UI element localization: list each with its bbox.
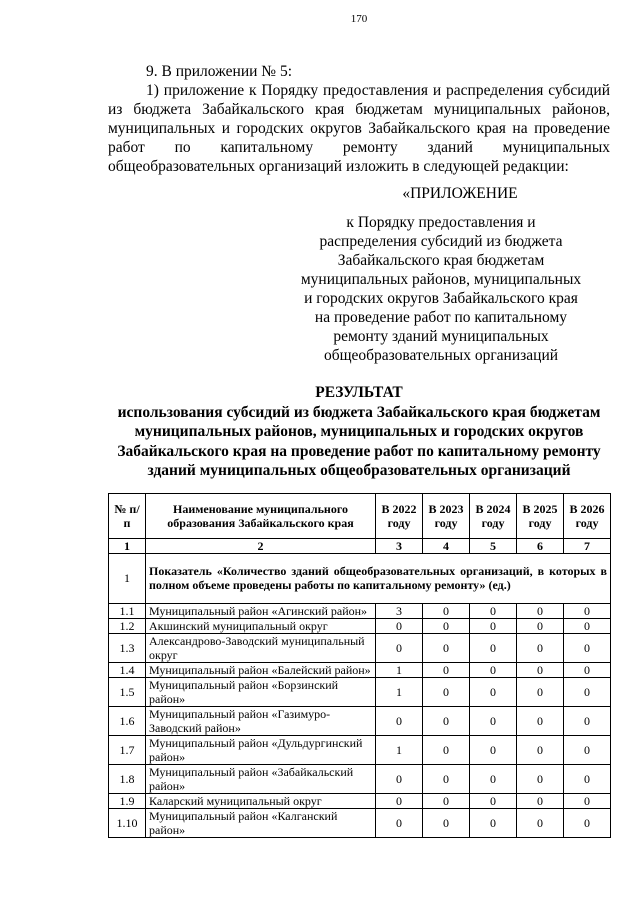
year-value: 0 — [376, 618, 423, 633]
year-value: 0 — [423, 735, 470, 764]
column-number: 4 — [423, 538, 470, 553]
table-row — [109, 735, 611, 764]
year-value: 0 — [423, 706, 470, 735]
year-value: 0 — [564, 764, 611, 793]
table-row — [109, 603, 611, 618]
table-row — [109, 618, 611, 633]
year-value: 0 — [517, 808, 564, 837]
municipality-name: Александрово-Заводский муниципальный округ — [146, 633, 376, 662]
municipality-name: Муниципальный район «Газимуро-Заводский район» — [146, 706, 376, 735]
year-value: 0 — [564, 808, 611, 837]
row-number: 1.8 — [109, 764, 146, 793]
column-header: № п/п — [109, 493, 146, 538]
table-row — [109, 793, 611, 808]
municipality-name: Муниципальный район «Забайкальский район» — [146, 764, 376, 793]
year-value: 1 — [376, 735, 423, 764]
year-value: 0 — [376, 633, 423, 662]
column-header: В 2025 году — [517, 493, 564, 538]
table-row — [109, 764, 611, 793]
row-number: 1.10 — [109, 808, 146, 837]
results-table — [108, 493, 611, 838]
year-value: 0 — [517, 677, 564, 706]
municipality-name: Каларский муниципальный округ — [146, 793, 376, 808]
column-header: В 2024 году — [470, 493, 517, 538]
column-number-row — [109, 538, 611, 553]
column-number: 3 — [376, 538, 423, 553]
year-value: 0 — [517, 735, 564, 764]
year-value: 0 — [564, 735, 611, 764]
row-number: 1.7 — [109, 735, 146, 764]
row-number: 1.2 — [109, 618, 146, 633]
municipality-name: Муниципальный район «Борзинский район» — [146, 677, 376, 706]
year-value: 0 — [423, 764, 470, 793]
column-header: Наименование муниципального образования Забайкальского края — [146, 493, 376, 538]
year-value: 0 — [517, 662, 564, 677]
intro-paragraph: 1) приложение к Порядку предоставления и распределения субсидий из бюджета Забайкальского края бюджетам муниципальных районов, муниципальных и городских округов Забайкальского края на проведение работ по капитальному ремонту зданий муниципальных общеобразовательных организаций изложить в следующей редакции: — [108, 82, 610, 175]
year-value: 1 — [376, 677, 423, 706]
year-value: 0 — [470, 603, 517, 618]
appendix-body: к Порядку предоставления и распределения субсидий из бюджета Забайкальского края бюджетам муниципальных районов, муниципальных и городских округов Забайкальского края на проведение работ по капитальному ремонту зданий муниципальных общеобразовательных организаций — [300, 214, 582, 364]
year-value: 0 — [423, 677, 470, 706]
year-value: 0 — [470, 764, 517, 793]
year-value: 0 — [470, 618, 517, 633]
column-header: В 2026 году — [564, 493, 611, 538]
municipality-name: Акшинский муниципальный округ — [146, 618, 376, 633]
section-heading: 9. В приложении № 5: — [146, 63, 293, 80]
year-value: 3 — [376, 603, 423, 618]
result-title-block — [108, 383, 610, 481]
year-value: 0 — [470, 735, 517, 764]
year-value: 0 — [470, 633, 517, 662]
year-value: 0 — [564, 662, 611, 677]
table-row — [109, 677, 611, 706]
year-value: 0 — [517, 793, 564, 808]
column-number: 1 — [109, 538, 146, 553]
result-subtitle: использования субсидий из бюджета Забайкальского края бюджетам муниципальных районов, муниципальных и городских округов Забайкальского края на проведение работ по капитальному ремонту зданий муниципальных общеобразовательных организаций — [117, 403, 601, 479]
year-value: 0 — [376, 808, 423, 837]
year-value: 0 — [423, 603, 470, 618]
column-number: 2 — [146, 538, 376, 553]
municipality-name: Муниципальный район «Балейский район» — [146, 662, 376, 677]
year-value: 0 — [564, 677, 611, 706]
year-value: 0 — [376, 706, 423, 735]
year-value: 0 — [564, 618, 611, 633]
year-value: 0 — [517, 633, 564, 662]
result-title: РЕЗУЛЬТАТ — [315, 384, 403, 401]
row-number: 1.3 — [109, 633, 146, 662]
year-value: 0 — [517, 706, 564, 735]
year-value: 0 — [470, 662, 517, 677]
year-value: 0 — [470, 793, 517, 808]
row-number: 1 — [109, 553, 146, 603]
year-value: 0 — [470, 808, 517, 837]
column-header: В 2023 году — [423, 493, 470, 538]
year-value: 0 — [470, 706, 517, 735]
row-number: 1.4 — [109, 662, 146, 677]
year-value: 0 — [517, 764, 564, 793]
row-number: 1.9 — [109, 793, 146, 808]
table-header-row — [109, 493, 611, 538]
indicator-row — [109, 553, 611, 603]
year-value: 0 — [423, 633, 470, 662]
year-value: 0 — [564, 706, 611, 735]
row-number: 1.6 — [109, 706, 146, 735]
year-value: 0 — [376, 793, 423, 808]
row-number: 1.1 — [109, 603, 146, 618]
column-number: 7 — [564, 538, 611, 553]
column-number: 5 — [470, 538, 517, 553]
year-value: 0 — [517, 618, 564, 633]
year-value: 0 — [564, 603, 611, 618]
table-row — [109, 808, 611, 837]
year-value: 0 — [423, 662, 470, 677]
year-value: 0 — [423, 808, 470, 837]
year-value: 0 — [376, 764, 423, 793]
column-number: 6 — [517, 538, 564, 553]
page-number: 170 — [350, 13, 368, 25]
column-header: В 2022 году — [376, 493, 423, 538]
table-row — [109, 633, 611, 662]
municipality-name: Муниципальный район «Агинский район» — [146, 603, 376, 618]
table-row — [109, 706, 611, 735]
year-value: 0 — [423, 618, 470, 633]
appendix-heading: «ПРИЛОЖЕНИЕ — [402, 185, 518, 202]
row-number: 1.5 — [109, 677, 146, 706]
table-row — [109, 662, 611, 677]
year-value: 0 — [564, 633, 611, 662]
municipality-name: Муниципальный район «Дульдургинский район» — [146, 735, 376, 764]
municipality-name: Муниципальный район «Калганский район» — [146, 808, 376, 837]
year-value: 0 — [470, 677, 517, 706]
year-value: 1 — [376, 662, 423, 677]
indicator-text: Показатель «Количество зданий общеобразовательных организаций, в которых в полном объеме проведены работы по капитальному ремонту» (ед.) — [146, 553, 611, 603]
year-value: 0 — [564, 793, 611, 808]
year-value: 0 — [423, 793, 470, 808]
year-value: 0 — [517, 603, 564, 618]
